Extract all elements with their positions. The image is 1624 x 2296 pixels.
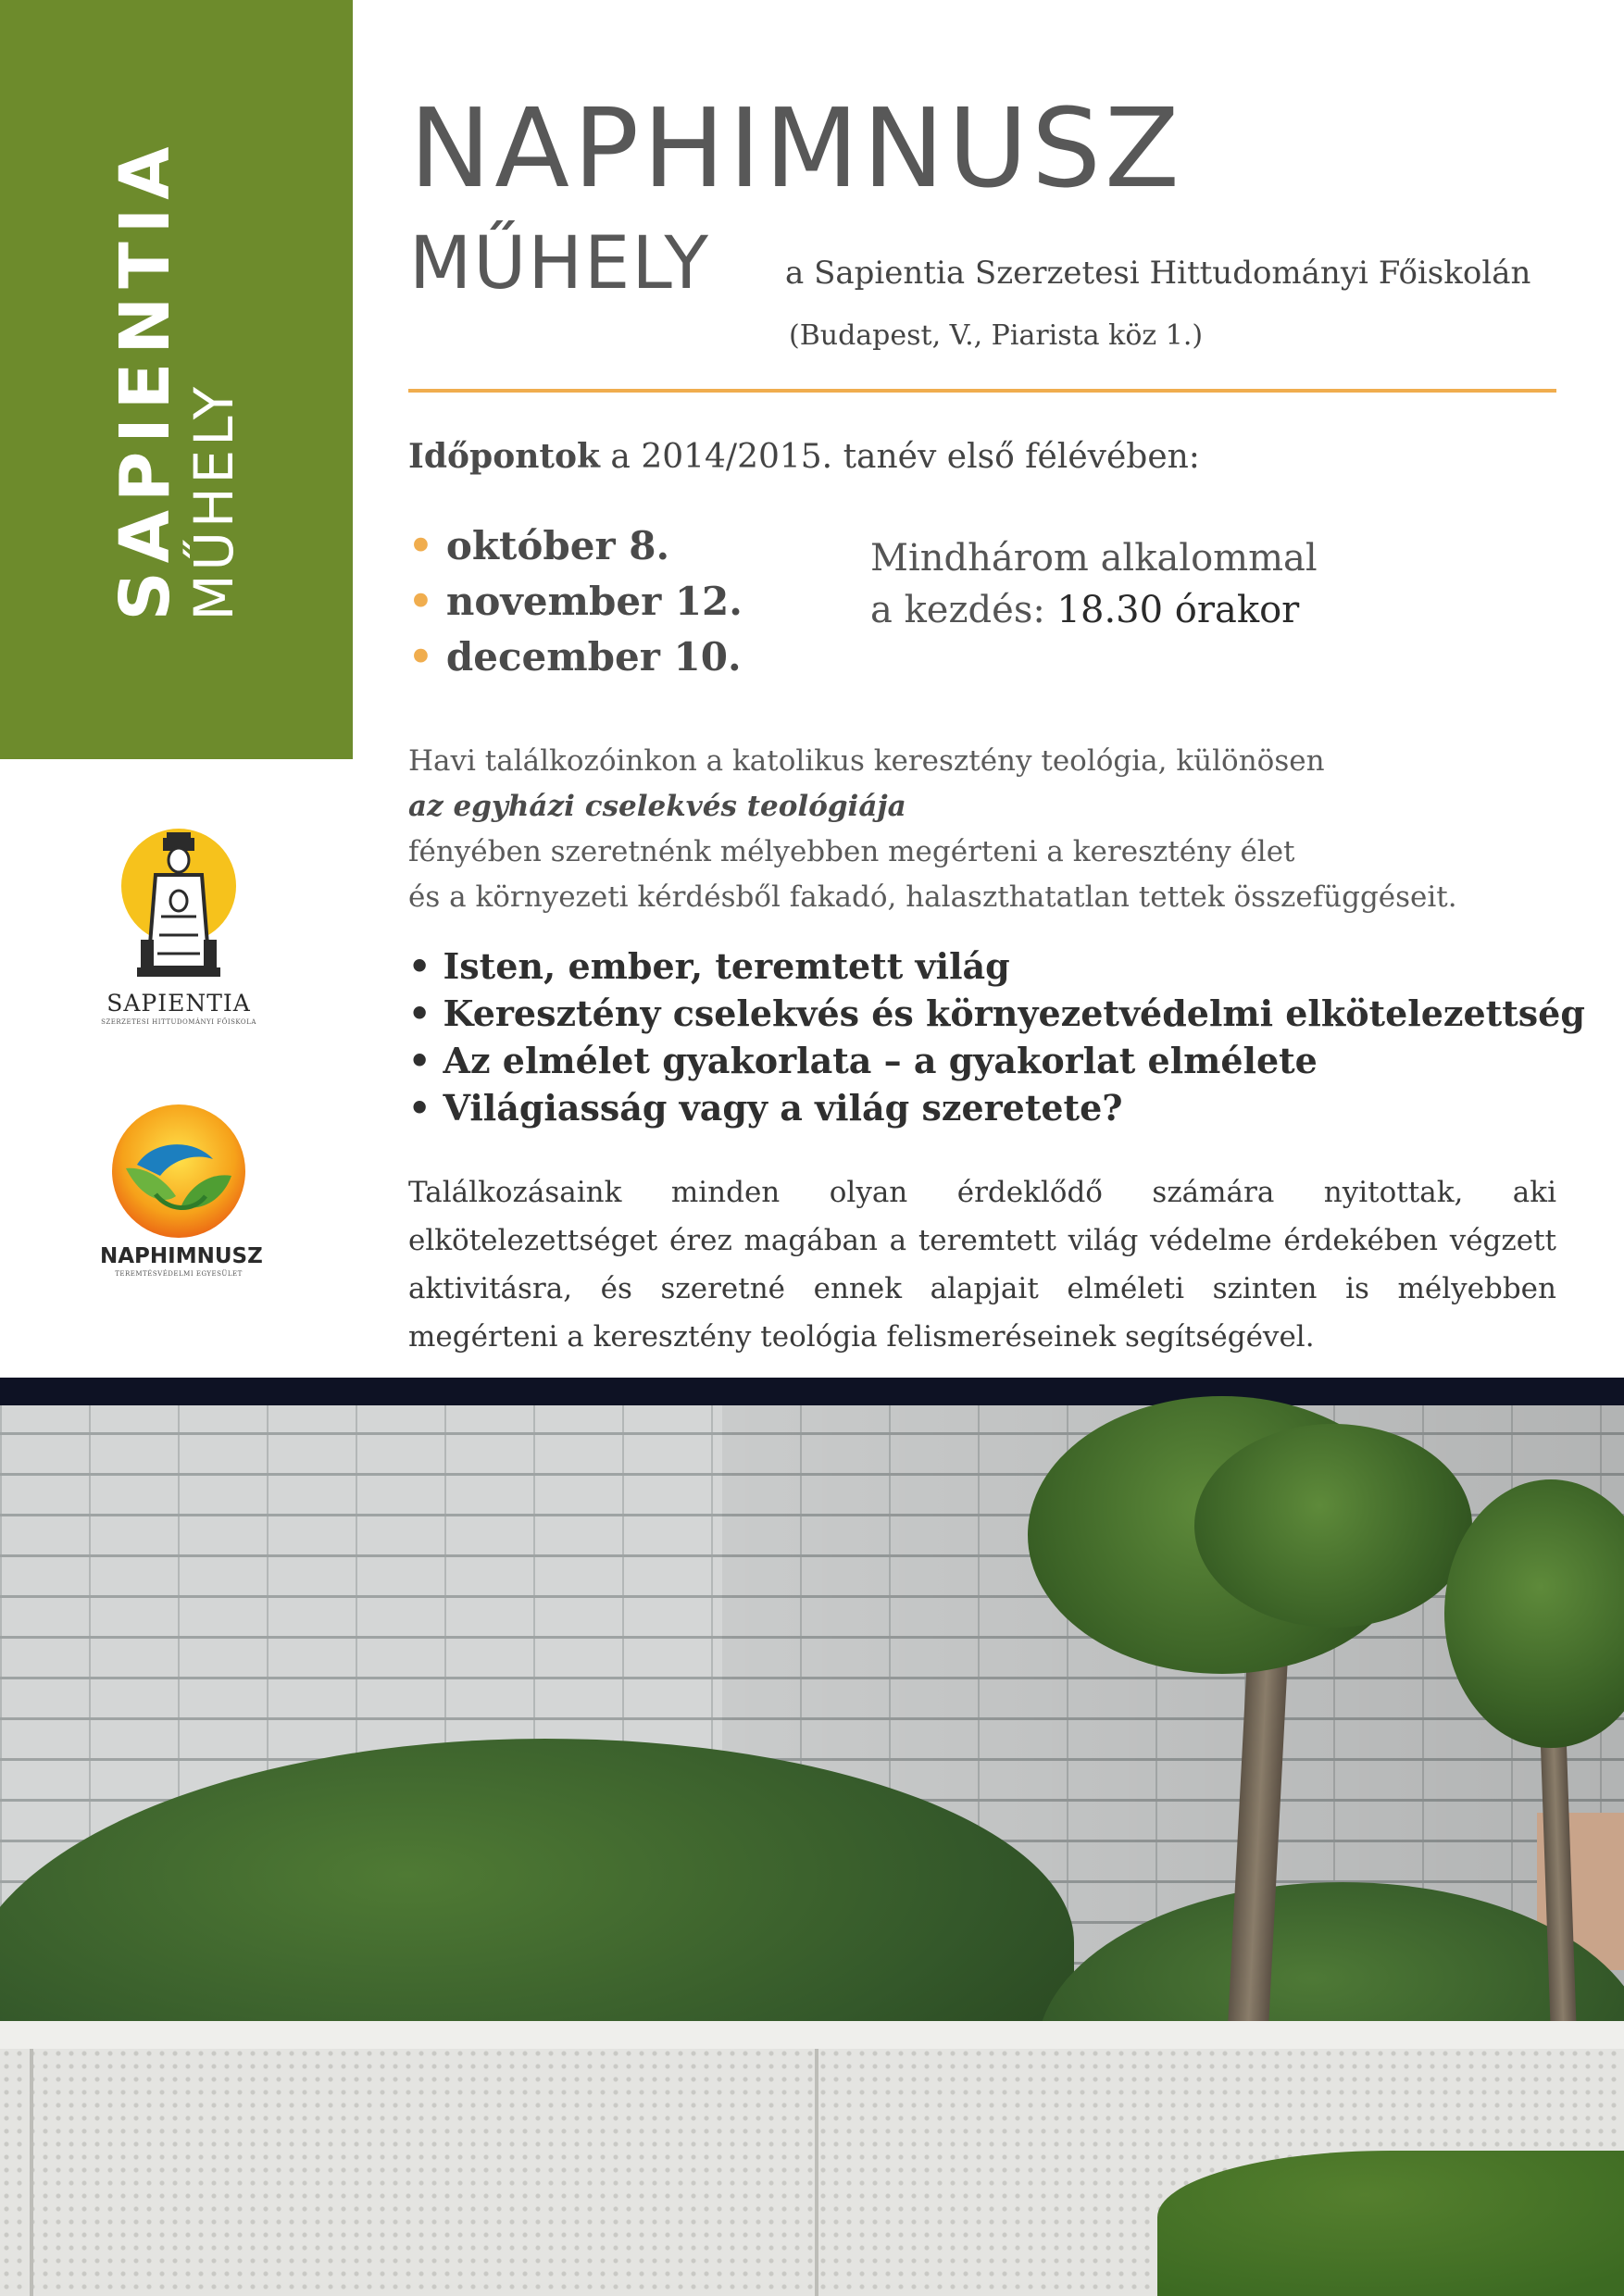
- banner-subtitle: MŰHELY: [182, 382, 245, 621]
- page-subtitle: MŰHELY: [409, 222, 711, 306]
- tree-canopy: [1194, 1424, 1472, 1628]
- topic-item: • Isten, ember, teremtett világ: [408, 945, 1010, 987]
- date-list: [408, 518, 743, 685]
- madonna-emblem-icon: [119, 829, 239, 986]
- orange-bullet-icon: •: [408, 523, 433, 568]
- description-emphasis: az egyházi cselekvés teológiája: [408, 790, 906, 823]
- sapientia-caption: SAPIENTIA: [106, 990, 251, 1017]
- start-info: [870, 532, 1318, 636]
- start-label: a kezdés:: [870, 589, 1057, 631]
- naphimnusz-caption: NAPHIMNUSZ: [100, 1244, 263, 1268]
- institution-text: a Sapientia Szerzetesi Hittudományi Főiskolán: [785, 255, 1531, 292]
- closing-paragraph: Találkozásaink minden olyan érdeklődő számára nyitottak, aki elkötelezettséget érez magában a teremtett világ védelme érdekében végzett aktivitásra, és szeretné ennek alapjait elméleti szinten is mélyebben megérteni a keresztény teológia felismeréseinek segítségével.: [408, 1176, 1556, 1354]
- date-text: december 10.: [445, 634, 742, 680]
- sun-hands-emblem-icon: [109, 1102, 248, 1241]
- date-item: [408, 518, 743, 574]
- side-banner: [0, 0, 353, 759]
- dates-intro-bold: Időpontok: [408, 437, 600, 476]
- topic-item: • Keresztény cselekvés és környezetvédelmi elkötelezettség: [408, 992, 1585, 1034]
- photo-top-band: [0, 1378, 1624, 1405]
- topic-list: [408, 942, 1585, 1131]
- garden-photo: [0, 1378, 1624, 2296]
- dates-intro-rest: a 2014/2015. tanév első félévében:: [599, 438, 1200, 476]
- address-text: (Budapest, V., Piarista köz 1.): [789, 319, 1204, 352]
- naphimnusz-logo: [100, 1102, 263, 1278]
- date-item: [408, 574, 743, 630]
- topic-item: • Világiasság vagy a világ szeretete?: [408, 1087, 1123, 1129]
- orange-bullet-icon: •: [408, 634, 433, 680]
- description-line: és a környezeti kérdésből fakadó, halaszthatatlan tettek összefüggéseit.: [408, 880, 1457, 914]
- ground-cover: [1157, 2151, 1624, 2296]
- dates-intro: [408, 437, 1200, 476]
- page-title: NAPHIMNUSZ: [409, 84, 1183, 212]
- planter-joint: [815, 2049, 818, 2296]
- naphimnusz-subcaption: TEREMTÉSVÉDELMI EGYESÜLET: [115, 1270, 243, 1278]
- sapientia-logo: [100, 829, 257, 1026]
- planter-top: [0, 2021, 1624, 2049]
- start-time: 18.30 órakor: [1056, 589, 1300, 631]
- orange-bullet-icon: •: [408, 579, 433, 624]
- description-line: fényében szeretnénk mélyebben megérteni a keresztény élet: [408, 835, 1295, 868]
- description-line: Havi találkozóinkon a katolikus keresztény teológia, különösen: [408, 744, 1325, 778]
- date-text: november 12.: [445, 579, 743, 624]
- start-line2: [870, 584, 1318, 636]
- sapientia-subcaption: SZERZETESI HITTUDOMÁNYI FŐISKOLA: [101, 1018, 256, 1026]
- planter-joint: [30, 2049, 33, 2296]
- banner-text: [107, 138, 244, 620]
- date-item: [408, 630, 743, 685]
- topic-item: • Az elmélet gyakorlata – a gyakorlat elmélete: [408, 1040, 1318, 1081]
- header-divider: [408, 389, 1556, 393]
- description: [408, 739, 1457, 920]
- start-line1: Mindhárom alkalommal: [870, 537, 1318, 580]
- banner-title: SAPIENTIA: [106, 138, 185, 621]
- date-text: október 8.: [445, 523, 670, 568]
